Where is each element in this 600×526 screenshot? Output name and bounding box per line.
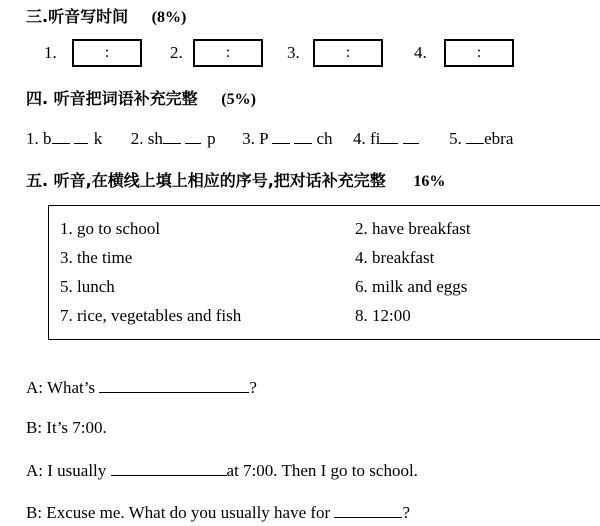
word-blank[interactable] bbox=[185, 126, 201, 144]
option-4: 4. breakfast bbox=[355, 248, 435, 267]
time-item-1-label: 1. bbox=[44, 43, 57, 62]
option-1: 1. go to school bbox=[60, 219, 161, 238]
section5-title: 五. 听音,在横线上填上相应的序号,把对话补充完整 bbox=[26, 171, 386, 190]
dialogue-line-2: B: It’s 7:00. bbox=[26, 418, 107, 437]
option-3: 3. the time bbox=[60, 248, 133, 267]
time-input-1[interactable] bbox=[72, 39, 142, 67]
word-item-1: 1. b k bbox=[26, 129, 102, 148]
word-item-5: 5. ebra bbox=[449, 129, 513, 148]
word-blank[interactable] bbox=[272, 126, 290, 144]
time-separator: : bbox=[225, 44, 231, 61]
dialogue-line-3: A: I usually at 7:00. Then I go to school. bbox=[26, 458, 418, 481]
time-input-3[interactable] bbox=[313, 39, 383, 67]
time-item-3-label: 3. bbox=[287, 43, 300, 62]
time-item-2-label: 2. bbox=[170, 43, 183, 62]
option-2: 2. have breakfast bbox=[355, 219, 471, 238]
option-7: 7. rice, vegetables and fish bbox=[60, 306, 242, 325]
word-blank[interactable] bbox=[294, 126, 312, 144]
word-bank-box bbox=[48, 205, 600, 340]
dialogue-line-4: B: Excuse me. What do you usually have for ? bbox=[26, 500, 410, 523]
word-blank[interactable] bbox=[466, 126, 484, 144]
time-separator: : bbox=[104, 44, 110, 61]
section4-heading bbox=[26, 86, 256, 109]
word-item-2: 2. sh p bbox=[131, 129, 216, 148]
word-completion-line bbox=[26, 126, 513, 149]
option-5: 5. lunch bbox=[60, 277, 115, 296]
section5-heading bbox=[26, 168, 445, 191]
word-blank[interactable] bbox=[163, 126, 181, 144]
time-separator: : bbox=[476, 44, 482, 61]
time-separator: : bbox=[345, 44, 351, 61]
word-blank[interactable] bbox=[380, 126, 398, 144]
section3-score: (8%) bbox=[151, 9, 187, 26]
dialogue-line-1: A: What’s ? bbox=[26, 375, 257, 398]
word-item-4: 4. fi bbox=[353, 129, 419, 148]
dialogue-blank-3[interactable] bbox=[334, 500, 402, 518]
dialogue-blank-2[interactable] bbox=[111, 458, 227, 476]
word-blank[interactable] bbox=[52, 126, 70, 144]
section3-title: 三.听音写时间 bbox=[26, 7, 129, 26]
time-input-2[interactable] bbox=[193, 39, 263, 67]
section4-score: (5%) bbox=[221, 91, 256, 108]
time-item-4-label: 4. bbox=[414, 43, 427, 62]
section5-score: 16% bbox=[413, 173, 446, 190]
word-item-3: 3. P ch bbox=[242, 129, 332, 148]
section3-heading bbox=[26, 4, 186, 27]
option-6: 6. milk and eggs bbox=[355, 277, 468, 296]
time-input-4[interactable] bbox=[444, 39, 514, 67]
option-8: 8. 12:00 bbox=[355, 306, 411, 325]
word-blank[interactable] bbox=[74, 126, 88, 144]
word-blank[interactable] bbox=[403, 126, 419, 144]
dialogue-blank-1[interactable] bbox=[99, 375, 249, 393]
section4-title: 四. 听音把词语补充完整 bbox=[26, 89, 198, 108]
